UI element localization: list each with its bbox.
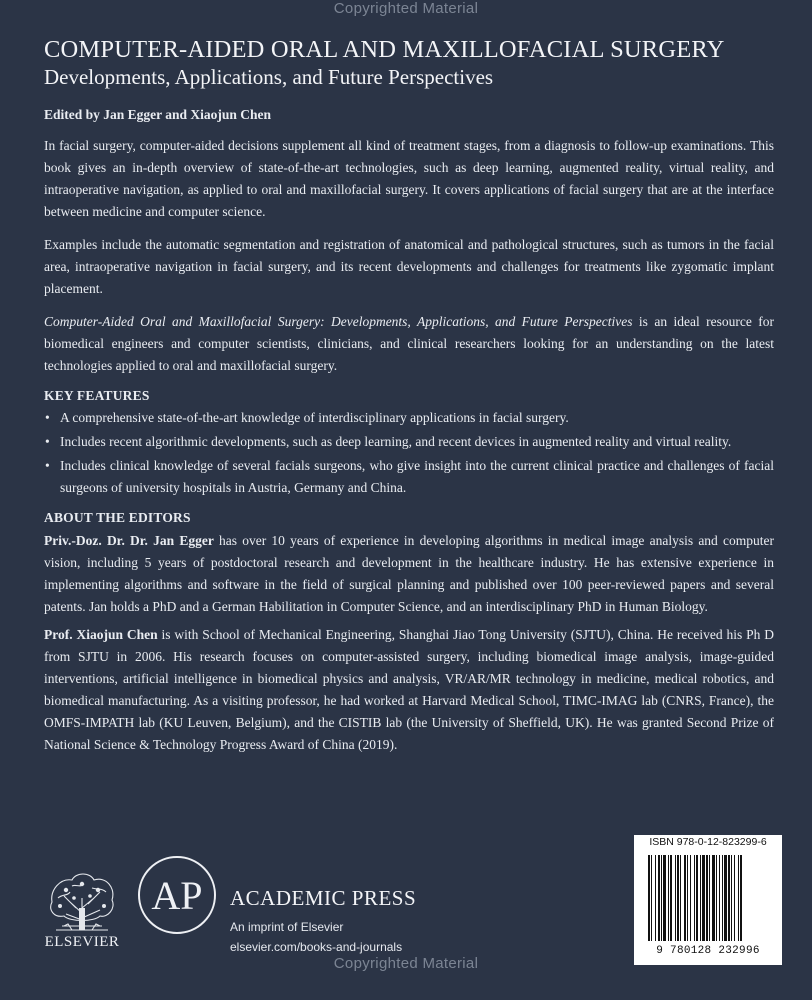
egger-bio-text: has over 10 years of experience in developing algorithms in medical image analysis and computer vision, including 5 years of postdoctoral research and development in the healthcare industry. He has extensive experience in implementing algorithms and software in the field of surgical planning and published over 100 peer-reviewed papers and several patents. Jan holds a PhD and a German Habilitation in Computer Science, and an interdisciplinary PhD in Human Biology. <box>44 533 774 614</box>
barcode-bar <box>738 855 739 941</box>
barcode-bar <box>675 855 676 941</box>
watermark-bottom: Copyrighted Material <box>333 955 479 972</box>
watermark-top: Copyrighted Material <box>333 0 479 17</box>
elsevier-wordmark: ELSEVIER <box>44 934 120 950</box>
chen-name: Prof. Xiaojun Chen <box>44 627 158 642</box>
barcode-bar <box>684 855 686 941</box>
barcode-bar <box>719 855 720 941</box>
back-cover-content <box>44 36 774 756</box>
barcode-bar <box>722 855 723 941</box>
barcode-bar <box>709 855 710 941</box>
editors-line: Edited by Jan Egger and Xiaojun Chen <box>44 107 272 122</box>
description-paragraph-3 <box>44 311 774 377</box>
barcode-bar <box>648 855 650 941</box>
egger-bio <box>44 530 774 618</box>
description-paragraph-2: Examples include the automatic segmentation and registration of anatomical and pathological structures, such as tumors in the facial area, intraoperative navigation in facial surgery, and its recent developments and challenges for treatments like zygomatic implant placement. <box>44 237 774 296</box>
academic-press-logo <box>136 854 218 936</box>
barcode-bar <box>663 855 666 941</box>
key-features-list <box>44 407 774 499</box>
barcode-bar <box>740 855 742 941</box>
feature-text: A comprehensive state-of-the-art knowledge of interdisciplinary applications in facial surgery. <box>60 410 569 425</box>
book-title: COMPUTER-AIDED ORAL AND MAXILLOFACIAL SURGERY <box>44 36 725 63</box>
barcode-bar <box>700 855 701 941</box>
barcode-bar <box>712 855 715 941</box>
barcode-bar <box>668 855 669 941</box>
bullet-icon: • <box>45 458 50 473</box>
book-subtitle: Developments, Applications, and Future Perspectives <box>44 65 494 89</box>
bullet-icon: • <box>45 410 50 425</box>
academic-press-name: ACADEMIC PRESS <box>230 886 417 910</box>
barcode-bar <box>734 855 735 941</box>
isbn-label: ISBN 978-0-12-823299-6 <box>649 836 767 848</box>
barcode-bar <box>731 855 732 941</box>
bullet-icon: • <box>45 434 50 449</box>
barcode-bar <box>702 855 705 941</box>
barcode-bars <box>634 851 782 947</box>
barcode-bar <box>670 855 672 941</box>
barcode-bar <box>690 855 691 941</box>
about-editors-heading: ABOUT THE EDITORS <box>44 510 191 525</box>
ap-monogram: AP <box>151 873 203 918</box>
barcode-bar <box>694 855 695 941</box>
barcode-bar <box>680 855 681 941</box>
book-title-italic: Computer-Aided Oral and Maxillofacial Surgery: Developments, Applications, and Future Perspectives <box>44 314 633 329</box>
barcode-bar <box>716 855 717 941</box>
isbn-barcode <box>634 835 782 965</box>
egger-name: Priv.-Doz. Dr. Dr. Jan Egger <box>44 533 214 548</box>
list-item <box>44 455 774 499</box>
feature-text: Includes clinical knowledge of several facials surgeons, who give insight into the current clinical practice and challenges of facial surgeons of university hospitals in Austria, Germany and China. <box>60 458 774 495</box>
barcode-bar <box>661 855 662 941</box>
barcode-bar <box>728 855 730 941</box>
publisher-url: elsevier.com/books-and-journals <box>230 940 403 954</box>
chen-bio-text: is with School of Mechanical Engineering, Shanghai Jiao Tong University (SJTU), China. He received his Ph D from SJTU in 2006. His research focuses on computer-assisted surgery, including biomedical image analysis, image-guided interventions, artificial intelligence in biomedical physics and analysis, VR/AR/MR technology in medicine, medical robotics, and biomedical manufacturing. As a visiting professor, he had worked at Harvard Medical School, TIMC-IMAG lab (CNRS, France), the OMFS-IMPATH lab (KU Leuven, Belgium), and the CISTIB lab (the University of Sheffield, UK). He was granted Second Prize of National Science & Technology Progress Award of China (2019). <box>44 627 774 752</box>
imprint-line: An imprint of Elsevier <box>230 920 344 934</box>
list-item <box>44 431 774 453</box>
key-features-heading: KEY FEATURES <box>44 388 150 403</box>
barcode-bar <box>677 855 679 941</box>
feature-text: Includes recent algorithmic developments, such as deep learning, and recent devices in augmented reality and virtual reality. <box>60 434 732 449</box>
barcode-bar <box>655 855 656 941</box>
barcode-bar <box>687 855 688 941</box>
barcode-bar <box>658 855 660 941</box>
description-paragraph-3-text: is an ideal resource for biomedical engineers and computer scientists, clinicians, and clinical researchers looking for an understanding on the latest technologies applied to oral and maxillofacial surgery. <box>44 314 775 373</box>
list-item <box>44 407 774 429</box>
barcode-bar <box>706 855 708 941</box>
barcode-bar <box>724 855 727 941</box>
chen-bio <box>44 624 774 756</box>
barcode-bar <box>696 855 698 941</box>
barcode-bar <box>651 855 652 941</box>
description-paragraph-1: In facial surgery, computer-aided decisions supplement all kind of treatment stages, from a diagnosis to follow-up examinations. This book gives an in-depth overview of state-of-the-art technologies, such as deep learning, augmented reality, virtual reality, and intraoperative navigation, as applied to oral and maxillofacial surgery. It covers applications of facial surgery that are at the interface between medicine and computer science. <box>44 138 774 219</box>
barcode-number: 9 780128 232996 <box>656 945 760 957</box>
